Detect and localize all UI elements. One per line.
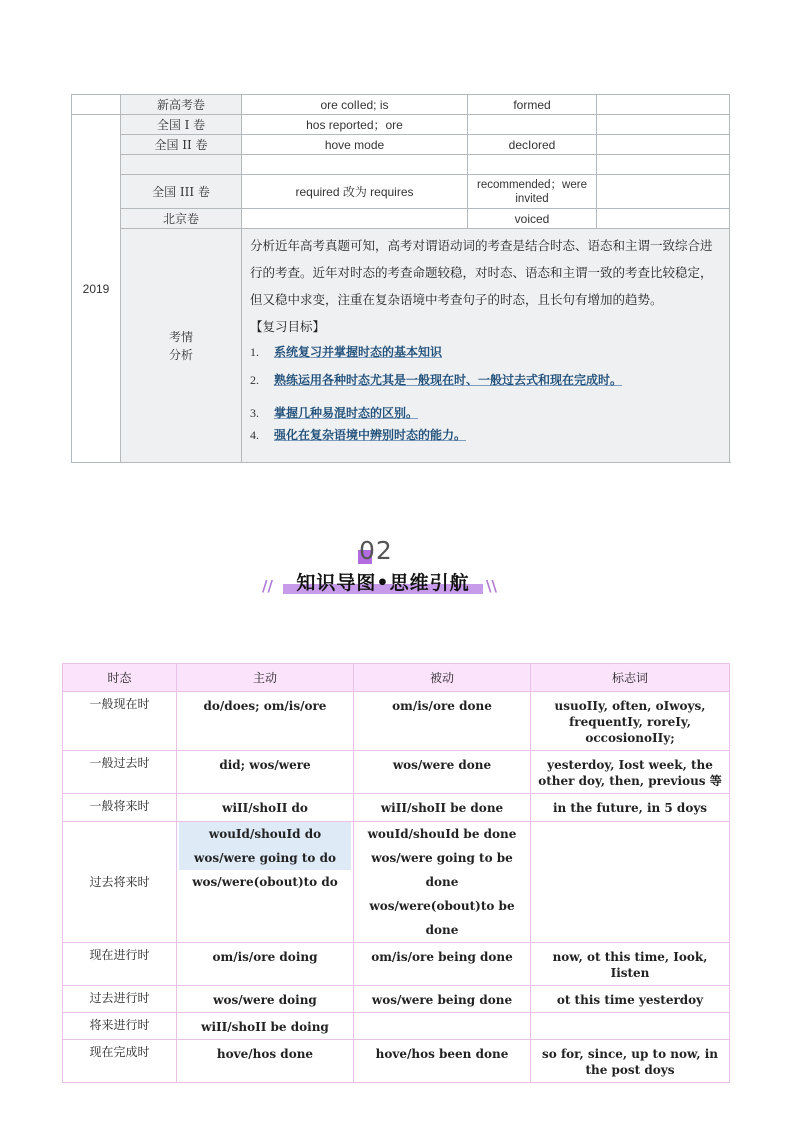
signal-words: ot this time yesterdoy <box>531 986 730 1013</box>
answer-cell <box>242 209 468 229</box>
paper-name <box>121 155 242 175</box>
signal-words: so for, since, up to now, in the post doys <box>531 1040 730 1083</box>
table-row <box>72 135 730 155</box>
goal-number: 2. <box>250 373 259 387</box>
right-slash-mark: \\ <box>486 577 497 595</box>
active-form: wiII/shoII be doing <box>177 1013 354 1040</box>
analysis-label <box>121 229 242 463</box>
year-cell: 2019 <box>72 115 121 463</box>
active-form: wiII/shoII do <box>177 794 354 822</box>
answer-cell: ore colIed; is <box>242 95 468 115</box>
passive-form: wos/were done <box>354 751 531 794</box>
paper-name: 新高考卷 <box>121 95 242 115</box>
goal-item <box>250 370 723 390</box>
passive-form: wouId/shouId be done <box>367 827 517 841</box>
passive-form: om/is/ore done <box>354 692 531 751</box>
answer-cell: hos reported；ore <box>242 115 468 135</box>
left-slash-mark: // <box>262 577 273 595</box>
goal-item <box>250 425 723 445</box>
table-row <box>63 692 730 751</box>
passive-form: hove/hos been done <box>354 1040 531 1083</box>
passive-form: wos/were going to be done <box>371 851 513 889</box>
active-form: wouId/shouId do <box>179 822 351 846</box>
tense-name: 一般将来时 <box>63 794 177 822</box>
active-form: hove/hos done <box>177 1040 354 1083</box>
passive-forms <box>354 822 531 943</box>
answer-cell: recommended；were invited <box>468 175 597 209</box>
answer-cell <box>597 95 730 115</box>
signal-words: now, ot this time, Iook, Iisten <box>531 943 730 986</box>
answer-cell: hove mode <box>242 135 468 155</box>
table-row <box>72 209 730 229</box>
tense-name: 现在进行时 <box>63 943 177 986</box>
exam-table <box>71 94 730 463</box>
goal-text: 掌握几种易混时态的区别。 <box>274 406 419 420</box>
active-form: did; wos/were <box>177 751 354 794</box>
table-row <box>63 794 730 822</box>
table-row <box>63 822 730 943</box>
analysis-label-line: 考情 <box>168 329 193 344</box>
tense-name: 现在完成时 <box>63 1040 177 1083</box>
analysis-content <box>242 229 730 463</box>
answer-cell <box>597 155 730 175</box>
goal-text: 熟练运用各种时态尤其是一般现在时、一般过去式和现在完成时。 <box>274 373 623 387</box>
column-header: 主动 <box>177 664 354 692</box>
answer-cell <box>597 135 730 155</box>
signal-words: yesterdoy, Iost week, the other doy, then, previous 等 <box>531 751 730 794</box>
active-form: do/does; om/is/ore <box>177 692 354 751</box>
passive-form: wiII/shoII be done <box>354 794 531 822</box>
answer-cell <box>597 175 730 209</box>
answer-cell: required 改为 requires <box>242 175 468 209</box>
goal-item <box>250 403 723 423</box>
paper-name: 全国 III 卷 <box>121 175 242 209</box>
analysis-row <box>72 229 730 463</box>
table-row <box>72 175 730 209</box>
paper-name: 北京卷 <box>121 209 242 229</box>
column-header: 标志词 <box>531 664 730 692</box>
tense-name: 过去进行时 <box>63 986 177 1013</box>
answer-cell: formed <box>468 95 597 115</box>
goal-item <box>250 342 723 362</box>
signal-words <box>531 822 730 943</box>
analysis-paragraph: 分析近年高考真题可知，高考对谓语动词的考查是结合时态、语态和主谓一致综合进行的考查。近年对时态的考查命题较稳，对时态、语态和主谓一致的考查比较稳定，但又稳中求变，注重在复杂语境中考查句子的时态，且长句有增加的趋势。 <box>250 238 713 307</box>
table-row <box>63 1040 730 1083</box>
tense-name: 将来进行时 <box>63 1013 177 1040</box>
answer-cell: decIored <box>468 135 597 155</box>
answer-cell <box>468 155 597 175</box>
paper-name: 全国 I 卷 <box>121 115 242 135</box>
goal-text: 强化在复杂语境中辨别时态的能力。 <box>274 428 467 442</box>
active-form: om/is/ore doing <box>177 943 354 986</box>
goals-heading: 【复习目标】 <box>250 319 326 334</box>
passive-form <box>354 1013 531 1040</box>
tense-name: 过去将来时 <box>63 822 177 943</box>
section-title: 知识导图•思维引航 <box>296 572 470 594</box>
column-header: 时态 <box>63 664 177 692</box>
table-row <box>72 115 730 135</box>
section-number: 02 <box>359 536 393 565</box>
table-row <box>63 751 730 794</box>
answer-cell <box>597 209 730 229</box>
goal-number: 1. <box>250 345 259 359</box>
goal-text: 系统复习并掌握时态的基本知识 <box>274 345 443 359</box>
answer-cell <box>242 155 468 175</box>
tense-name: 一般过去时 <box>63 751 177 794</box>
column-header: 被动 <box>354 664 531 692</box>
active-form: wos/were(obout)to do <box>192 875 338 889</box>
passive-form: wos/were being done <box>354 986 531 1013</box>
table-header-row <box>63 664 730 692</box>
answer-cell <box>597 115 730 135</box>
table-row <box>72 155 730 175</box>
table-row <box>72 95 730 115</box>
answer-cell: voiced <box>468 209 597 229</box>
goal-number: 3. <box>250 406 259 420</box>
table-row <box>63 943 730 986</box>
active-forms <box>177 822 354 943</box>
table-row <box>63 1013 730 1040</box>
answer-cell <box>468 115 597 135</box>
paper-name: 全国 II 卷 <box>121 135 242 155</box>
signal-words: in the future, in 5 doys <box>531 794 730 822</box>
table-row <box>63 986 730 1013</box>
goal-number: 4. <box>250 428 259 442</box>
signal-words <box>531 1013 730 1040</box>
tense-table <box>62 663 730 1083</box>
passive-form: wos/were(obout)to be done <box>369 899 515 937</box>
analysis-label-line: 分析 <box>168 347 193 362</box>
passive-form: om/is/ore being done <box>354 943 531 986</box>
table-cell <box>72 95 121 115</box>
active-form: wos/were doing <box>177 986 354 1013</box>
active-form: wos/were going to do <box>179 846 351 870</box>
signal-words: usuoIIy, often, oIwoys, frequentIy, roreIy, occosionoIIy; <box>531 692 730 751</box>
tense-name: 一般现在时 <box>63 692 177 751</box>
